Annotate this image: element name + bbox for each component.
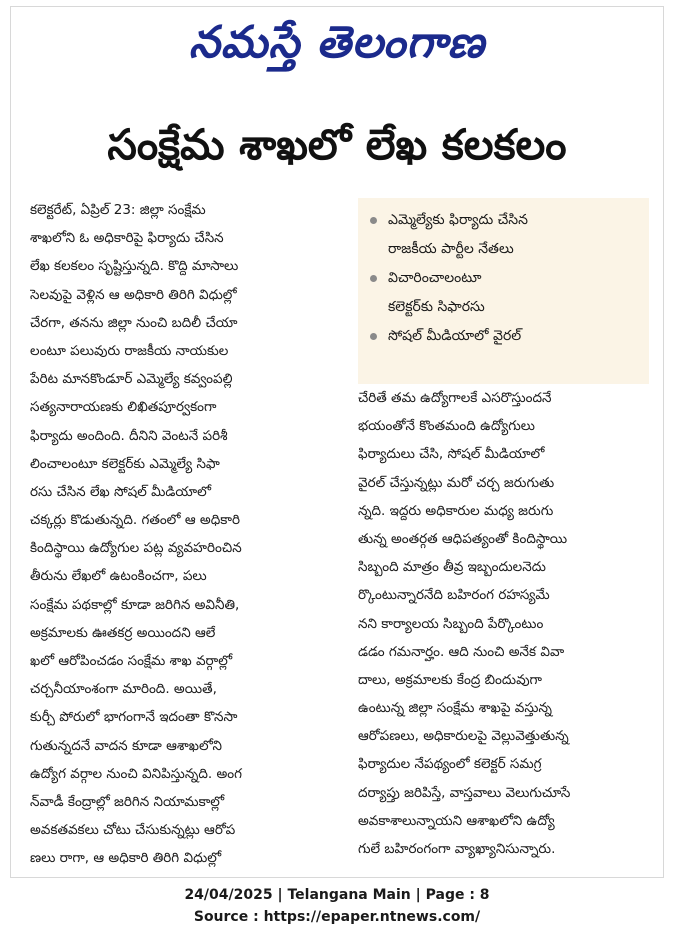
bullet-icon: [370, 333, 377, 340]
article-text-line: సిబ్బంది మాత్రం తీవ్ర ఇబ్బందులనెదు: [358, 559, 546, 576]
highlights-box: [358, 198, 649, 384]
article-text-line: అవకాశాలున్నాయని ఆశాఖలోని ఉద్యో: [358, 812, 555, 829]
article-left-column: [30, 196, 348, 873]
article-text-line: కుర్చీ పోరులో భాగంగానే ఇదంతా కొనసా: [30, 709, 238, 726]
highlight-text-line: రాజకీయ పార్టీల నేతలు: [388, 241, 514, 257]
highlight-text-line: విచారించాలంటూ: [388, 270, 482, 286]
article-text-line: చక్కర్లు కొడుతున్నది. గతంలో ఆ అధికారి: [30, 512, 240, 529]
article-text-line: రసు చేసిన లేఖ సోషల్ మీడియాలో: [30, 483, 211, 500]
article-text-line: వైరల్ చేస్తున్నట్లు మరో చర్చ జరుగుతు: [358, 474, 555, 491]
article-text-line: అక్రమాలకు ఊతకర్ర అయిందని ఆలే: [30, 624, 216, 641]
article-text-line: ర్కొంటున్నారనేది బహిరంగ రహస్యమే: [358, 587, 550, 604]
article-text-line: శాఖలోని ఓ అధికారిపై ఫిర్యాదు చేసిన: [30, 230, 224, 247]
article-text-line: కిందిస్థాయి ఉద్యోగుల పట్ల వ్యవహరించిన: [30, 540, 242, 557]
article-text-line: తీరును లేఖలో ఉటంకించగా, పలు: [30, 568, 207, 585]
article-text-line: నని కార్యాలయ సిబ్బంది పేర్కొంటుం: [358, 615, 544, 632]
article-text-line: పేరిట మానకొండూర్ ఎమ్మెల్యే కవ్వంపల్లి: [30, 371, 233, 388]
article-text-line: న్‌వాడీ కేంద్రాల్లో జరిగిన నియామకాల్లో: [30, 793, 225, 810]
article-text-line: చేరగా, తనను జిల్లా నుంచి బదిలీ చేయా: [30, 314, 238, 331]
article-text-line: లేఖ కలకలం సృష్టిస్తున్నది. కొద్ది మాసాలు: [30, 258, 239, 275]
highlight-text-line: కలెక్టర్‌కు సిఫారసు: [388, 299, 485, 315]
article-text-line: ఆరోపణలు, అధికారులపై వెల్లువెత్తుతున్న: [358, 728, 569, 745]
article-text-line: తున్న అంతర్గత ఆధిపత్యంతో కిందిస్థాయి: [358, 530, 568, 547]
article-text-line: ఉంటున్న జిల్లా సంక్షేమ శాఖపై వస్తున్న: [358, 700, 552, 717]
article-text-line: లించాలంటూ కలెక్టర్‌కు ఎమ్మెల్యే సిఫా: [30, 455, 220, 472]
article-text-line: డడం గమనార్హం. ఆది నుంచి అనేక వివా: [358, 643, 565, 660]
article-text-line: న్నది. ఇద్దరు అధికారుల మధ్య జరుగు: [358, 502, 554, 519]
article-text-line: కలెక్టరేట్, ఏప్రిల్ 23: జిల్లా సంక్షేమ: [30, 202, 206, 218]
article-text-line: చర్చనీయాంశంగా మారింది. అయితే,: [30, 681, 217, 698]
article-text-line: దాలు, అక్రమాలకు కేంద్ర బిందువుగా: [358, 671, 542, 688]
article-text-line: గుతున్నదనే వాదన కూడా ఆశాఖలోని: [30, 737, 222, 754]
article-text-line: చేరితే తమ ఉద్యోగాలకే ఎసరొస్తుందనే: [358, 390, 552, 406]
highlight-item: [366, 264, 643, 322]
article-text-line: సెలవుపై వెళ్లిన ఆ అధికారి తిరిగి విధుల్లో: [30, 286, 237, 303]
article-text-line: ణలు రాగా, ఆ అధికారి తిరిగి విధుల్లో: [30, 850, 222, 867]
footer-source-link[interactable]: Source : https://epaper.ntnews.com/: [193, 909, 481, 925]
bullet-icon: [370, 217, 377, 224]
article-text-line: గులే బహిరంగంగా వ్యాఖ్యానిసున్నారు.: [358, 841, 556, 857]
article-text-line: ఫిర్యాదు అందింది. దీనిని వెంటనే పరిశీ: [30, 427, 228, 444]
highlight-text-line: సోషల్ మీడియాలో వైరల్: [388, 328, 522, 344]
article-text-line: ఫిర్యాదులు చేసి, సోషల్ మీడియాలో: [358, 446, 545, 463]
article-text-line: అవకతవకలు చోటు చేసుకున్నట్లు ఆరోప: [30, 822, 236, 839]
article-text-line: ఖలో ఆరోపించడం సంక్షేమ శాఖ వర్గాల్లో: [30, 653, 233, 669]
bullet-icon: [370, 275, 377, 282]
article-text-line: ఉద్యోగ వర్గాల నుంచి వినిపిస్తున్నది. అంగ: [30, 765, 242, 782]
highlight-item: [366, 206, 643, 264]
highlight-text-line: ఎమ్మెల్యేకు ఫిర్యాదు చేసిన: [388, 212, 528, 228]
article-text-line: సంక్షేమ పథకాల్లో కూడా జరిగిన అవినీతి,: [30, 596, 240, 613]
article-text-line: దర్యాప్తు జరిపిస్తే, వాస్తవాలు వెలుగుచూసే: [358, 784, 571, 801]
article-text-line: లంటూ పలువురు రాజకీయ నాయకుల: [30, 342, 229, 359]
article-headline: సంక్షేమ శాఖలో లేఖ కలకలం: [107, 120, 567, 169]
newspaper-masthead: నమస్తే తెలంగాణ: [188, 17, 486, 68]
footer-date-edition-page: 24/04/2025 | Telangana Main | Page : 8: [184, 887, 490, 903]
article-text-line: ఫిర్యాదుల నేపథ్యంలో కలెక్టర్ సమగ్ర: [358, 756, 542, 773]
article-right-column: [358, 384, 646, 863]
highlight-item: [366, 322, 643, 351]
article-text-line: భయంతోనే కొంతమంది ఉద్యోగులు: [358, 418, 535, 435]
article-text-line: సత్యనారాయణకు లిఖితపూర్వకంగా: [30, 399, 217, 416]
